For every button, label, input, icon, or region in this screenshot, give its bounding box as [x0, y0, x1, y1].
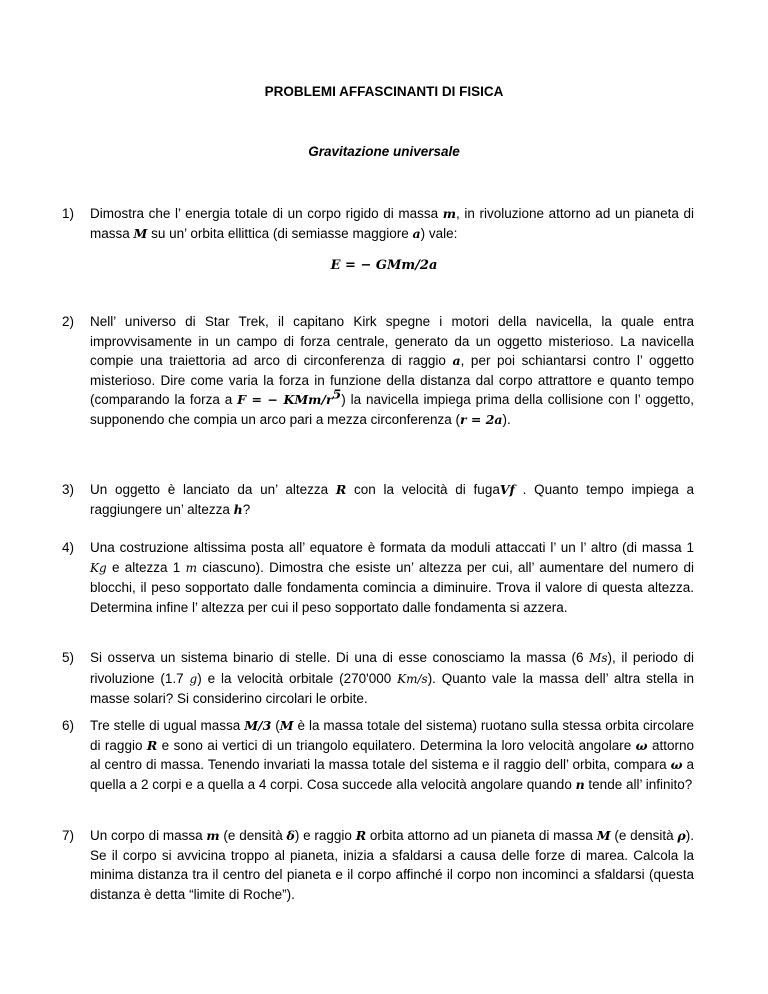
- problem-3: [62, 480, 694, 519]
- problem-1: [62, 204, 695, 243]
- problem-number: 2): [62, 314, 75, 329]
- problem-4: [62, 538, 694, 617]
- page-title: PROBLEMI AFFASCINANTI DI FISICA: [264, 84, 504, 99]
- problem-text: Un oggetto è lanciato da un’ altezza R con la velocità di fugaVf . Quanto tempo impiega a raggiungere un’ altezza h?: [90, 482, 694, 517]
- problem-number: 4): [62, 540, 75, 555]
- problem-text: Nell’ universo di Star Trek, il capitano Kirk spegne i motori della navicella, la quale entra improvvisamente in un campo di forza centrale, generato da un oggetto misterioso. La navicella compie una traiettoria ad arco di circonferenza di raggio a, per poi schiantarsi contro l’ oggetto misterioso. Dire come varia la forza in funzione della distanza dal corpo attrattore e quanto tempo (comparando la forza a F = − KMm/$r^5$) la navicella impiega prima della collisione con l’ oggetto, supponendo che compia un arco pari a mezza circonferenza (r = 2a).: [90, 314, 694, 427]
- problem-text: Un corpo di massa m (e densità δ) e raggio R orbita attorno ad un pianeta di massa M (e densità ρ). Se il corpo si avvicina troppo al pianeta, inizia a sfaldarsi a causa delle forze di marea. Calcola la minima distanza tra il centro del pianeta e il corpo affinché il corpo non incominci a sfaldarsi (questa distanza è detta “limite di Roche”).: [90, 828, 694, 902]
- problem-2: [62, 312, 694, 429]
- problem-number: 1): [62, 206, 75, 221]
- problem-number: 5): [62, 650, 75, 665]
- section-subtitle: Gravitazione universale: [308, 144, 460, 159]
- problem-text: Si osserva un sistema binario di stelle. Di una di esse conosciamo la massa (6 Ms), il periodo di rivoluzione (1.7 g) e la velocità orbitale (270'000 Km/s). Quanto vale la massa dell’ altra stella in masse solari? Si considerino circolari le orbite.: [90, 650, 695, 706]
- problem-text: Dimostra che l’ energia totale di un corpo rigido di massa m, in rivoluzione attorno ad un pianeta di massa M su un’ orbita ellittica (di semiasse maggiore a) vale:: [90, 206, 695, 241]
- problem-5: [62, 648, 695, 709]
- energy-formula: E = − GMm/2a: [330, 258, 438, 273]
- problem-7: [62, 826, 694, 904]
- problem-6: [62, 716, 695, 794]
- problem-number: 7): [62, 828, 75, 843]
- problem-number: 3): [62, 482, 75, 497]
- problem-text: Tre stelle di ugual massa M/3 (M è la massa totale del sistema) ruotano sulla stessa orbita circolare di raggio R e sono ai vertici di un triangolo equilatero. Determina la loro velocità angolare ω attorno al centro di massa. Tenendo invariati la massa totale del sistema e il raggio dell’ orbita, compara ω a quella a 2 corpi e a quella a 4 corpi. Cosa succede alla velocità angolare quando n tende all’ infinito?: [90, 718, 695, 792]
- problem-text: Una costruzione altissima posta all’ equatore è formata da moduli attaccati l’ un l’ altro (di massa 1 Kg e altezza 1 m ciascuno). Dimostra che esiste un’ altezza per cui, all’ aumentare del numero di blocchi, il peso sopportato dalle fondamenta comincia a diminuire. Trova il valore di questa altezza. Determina infine l’ altezza per cui il peso sopportato dalle fondamenta si azzera.: [90, 540, 694, 615]
- problem-number: 6): [62, 718, 75, 733]
